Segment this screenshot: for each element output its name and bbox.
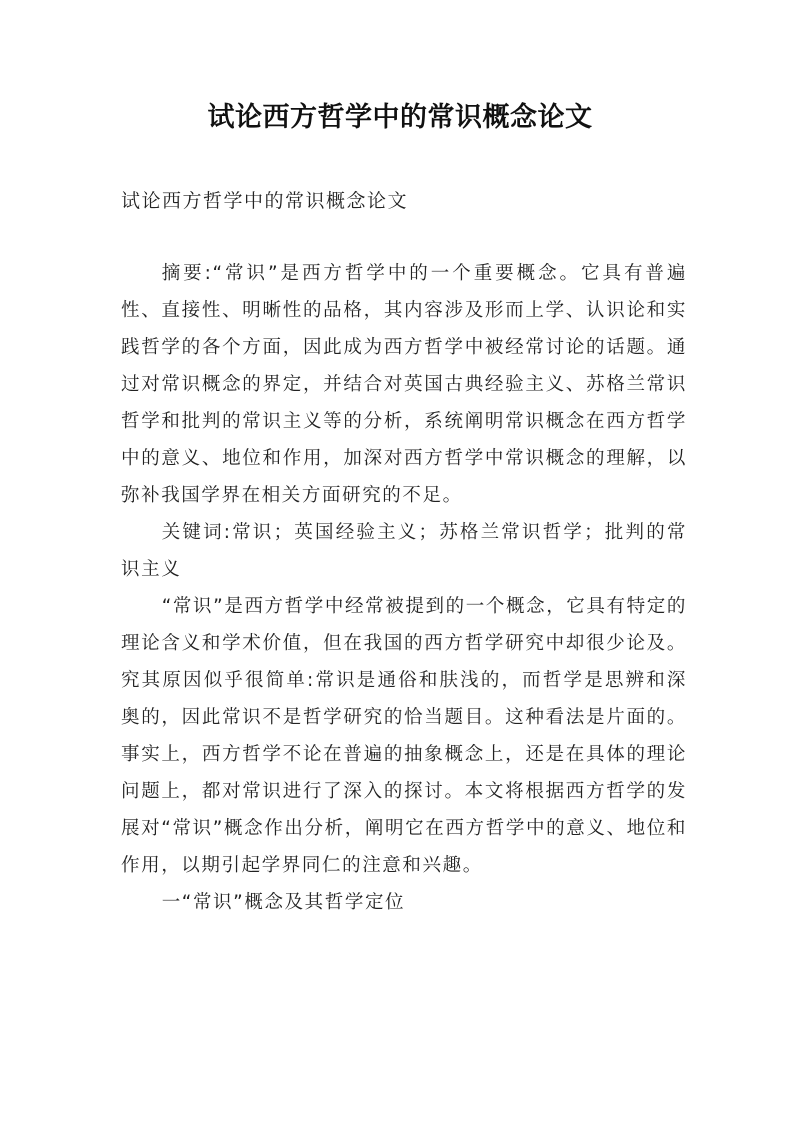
intro-paragraph: “常识”是西方哲学中经常被提到的一个概念，它具有特定的理论含义和学术价值，但在我国的西方哲学研究中却很少论及。究其原因似乎很简单:常识是通俗和肤浅的，而哲学是思辨和深奥的，因此常识不是哲学研究的恰当题目。这种看法是片面的。事实上，西方哲学不论在普遍的抽象概念上，还是在具体的理论问题上，都对常识进行了深入的探讨。本文将根据西方哲学的发展对“常识”概念作出分析，阐明它在西方哲学中的意义、地位和作用，以期引起学界同仁的注意和兴趣。 <box>121 596 687 876</box>
abstract-paragraph: 摘要:“常识”是西方哲学中的一个重要概念。它具有普遍性、直接性、明晰性的品格，其内容涉及形而上学、认识论和实践哲学的各个方面，因此成为西方哲学中被经常讨论的话题。通过对常识概念的界定，并结合对英国古典经验主义、苏格兰常识哲学和批判的常识主义等的分析，系统阐明常识概念在西方哲学中的意义、地位和作用，加深对西方哲学中常识概念的理解，以弥补我国学界在相关方面研究的不足。 <box>121 263 687 506</box>
document-subtitle: 试论西方哲学中的常识概念论文 <box>121 190 409 212</box>
keywords-paragraph: 关键词:常识；英国经验主义；苏格兰常识哲学；批判的常识主义 <box>121 522 687 580</box>
document-body <box>121 255 687 921</box>
section-heading: 一“常识”概念及其哲学定位 <box>161 892 406 913</box>
document-title: 试论西方哲学中的常识概念论文 <box>207 102 593 133</box>
